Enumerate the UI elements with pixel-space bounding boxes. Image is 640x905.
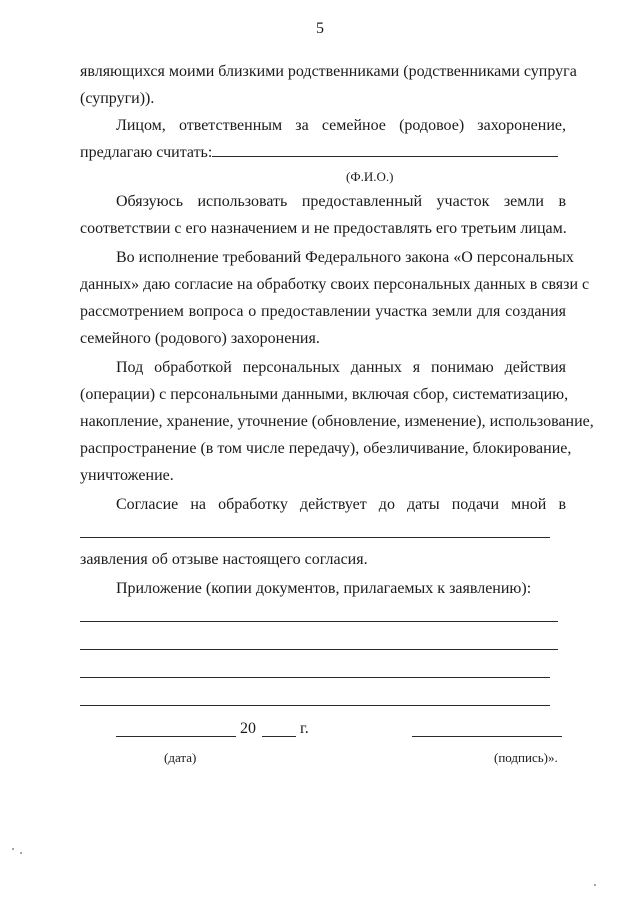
signature-fill-line <box>412 722 562 737</box>
text-line: распространение (в том числе передачу), обезличивание, блокирование, <box>80 440 572 457</box>
responsible-person-row <box>80 139 566 166</box>
date-fill-line <box>116 722 236 737</box>
attachment-fill-row <box>80 686 566 714</box>
attachment-fill-line <box>80 677 550 678</box>
text-line: данных» даю согласие на обработку своих персональных данных в связи с <box>80 276 590 293</box>
attachment-fill-line <box>80 705 550 706</box>
year-fill-line <box>262 722 296 737</box>
scan-speck <box>594 884 596 886</box>
text-line: Приложение (копии документов, прилагаемых к заявлению): <box>116 580 532 597</box>
date-caption: (дата) <box>164 750 197 765</box>
page-number: 5 <box>316 20 324 37</box>
signature-captions <box>80 750 566 778</box>
signature-caption: (подпись)». <box>494 750 558 765</box>
text-line: накопление, хранение, уточнение (обновление, изменение), использование, <box>80 413 594 430</box>
text-line: предлагаю считать: <box>80 144 213 161</box>
attachment-fill-row <box>80 658 566 686</box>
text-line: Лицом, ответственным за семейное (родовое) захоронение, <box>116 117 566 134</box>
attachment-fill-row <box>80 630 566 658</box>
fio-caption: (Ф.И.О.) <box>346 169 394 184</box>
text-line: рассмотрением вопроса о предоставлении участка земли для создания <box>80 303 566 320</box>
text-line: семейного (родового) захоронения. <box>80 330 320 347</box>
attachment-fill-line <box>80 649 558 650</box>
attachment-fill-row <box>80 602 566 630</box>
scan-speck <box>12 848 14 850</box>
signature-row <box>80 718 566 746</box>
text-line: Обязуюсь использовать предоставленный участок земли в <box>116 193 566 210</box>
text-line: уничтожение. <box>80 467 174 484</box>
scan-speck <box>20 852 22 854</box>
authority-fill-line <box>80 537 550 538</box>
fio-fill-line <box>212 142 558 157</box>
attachment-fill-line <box>80 621 558 622</box>
text-line: Под обработкой персональных данных я понимаю действия <box>116 359 566 376</box>
text-line: заявления об отзыве настоящего согласия. <box>80 551 368 568</box>
year-prefix: 20 <box>240 720 256 737</box>
authority-fill-row <box>80 518 566 546</box>
text-line: (операции) с персональными данными, включая сбор, систематизацию, <box>80 386 569 403</box>
text-line: являющихся моими близкими родственниками (родственниками супруга <box>80 63 577 80</box>
text-line: Согласие на обработку действует до даты подачи мной в <box>116 496 566 513</box>
year-suffix: г. <box>300 720 309 737</box>
text-line: соответствии с его назначением и не предоставлять его третьим лицам. <box>80 220 567 237</box>
text-line: (супруги)). <box>80 90 155 107</box>
text-line: Во исполнение требований Федерального закона «О персональных <box>116 249 574 266</box>
document-body <box>80 58 594 778</box>
